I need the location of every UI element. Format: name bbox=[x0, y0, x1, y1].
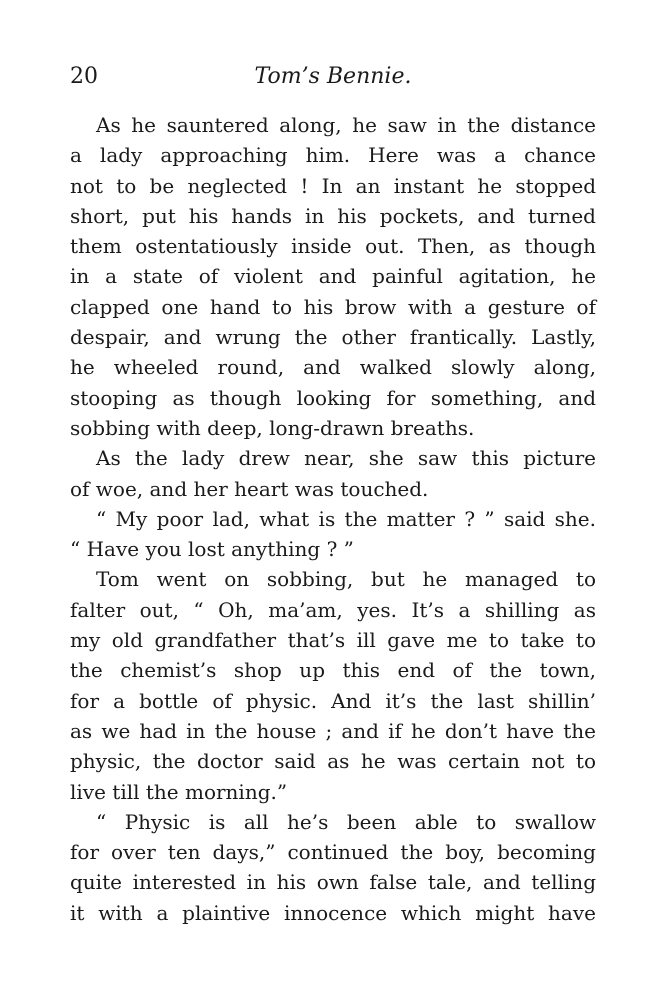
text-line: live till the morning.” bbox=[70, 779, 288, 804]
text-line: my old grandfather that’s ill gave me to take to bbox=[70, 628, 596, 653]
text-line: a lady approaching him. Here was a chance bbox=[70, 143, 596, 168]
text-line: as we had in the house ; and if he don’t have the bbox=[70, 718, 596, 743]
text-line: sobbing with deep, long-drawn breaths. bbox=[70, 415, 475, 440]
text-line: clapped one hand to his brow with a gesture of bbox=[70, 294, 596, 319]
text-line: them ostentatiously inside out. Then, as though bbox=[70, 234, 596, 259]
text-line: for over ten days,” continued the boy, becoming bbox=[70, 840, 596, 865]
text-line: not to be neglected ! In an instant he stopped bbox=[70, 173, 596, 198]
text-line: “ Have you lost anything ? ” bbox=[70, 537, 354, 562]
page-header bbox=[70, 60, 596, 94]
text-line: “ Physic is all he’s been able to swallow bbox=[96, 809, 596, 834]
text-line: he wheeled round, and walked slowly along, bbox=[70, 355, 596, 380]
text-line: “ My poor lad, what is the matter ? ” said she. bbox=[96, 506, 596, 531]
text-line: for a bottle of physic. And it’s the last shillin’ bbox=[70, 688, 596, 713]
text-line: it with a plaintive innocence which might have bbox=[70, 900, 596, 925]
text-line: As he sauntered along, he saw in the distance bbox=[96, 113, 596, 137]
text-line: the chemist’s shop up this end of the town, bbox=[70, 658, 596, 683]
body-text bbox=[70, 110, 596, 928]
text-line: physic, the doctor said as he was certain not to bbox=[70, 749, 596, 774]
text-line: short, put his hands in his pockets, and turned bbox=[70, 203, 596, 228]
text-line: in a state of violent and painful agitation, he bbox=[70, 264, 596, 289]
text-line: quite interested in his own false tale, and telling bbox=[70, 870, 596, 895]
page-number: 20 bbox=[70, 64, 98, 89]
text-line: stooping as though looking for something, and bbox=[70, 385, 596, 410]
text-line: As the lady drew near, she saw this picture bbox=[96, 446, 596, 471]
running-title: Tom’s Bennie. bbox=[254, 64, 412, 89]
text-line: of woe, and her heart was touched. bbox=[70, 476, 429, 501]
text-line: despair, and wrung the other frantically. Lastly, bbox=[70, 325, 596, 350]
text-line: Tom went on sobbing, but he managed to bbox=[96, 567, 596, 592]
text-line: falter out, “ Oh, ma’am, yes. It’s a shilling as bbox=[70, 597, 596, 622]
